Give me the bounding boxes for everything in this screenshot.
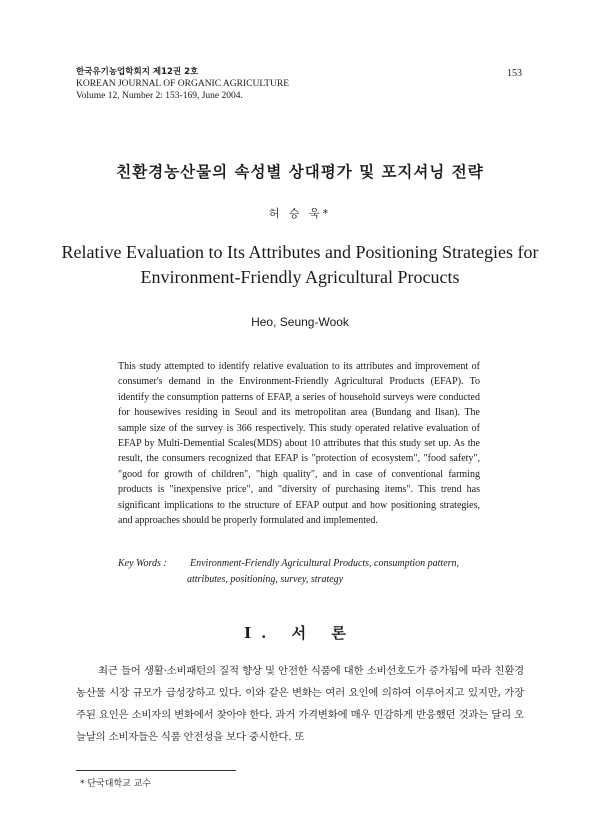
journal-volume-info: Volume 12, Number 2: 153-169, June 2004. bbox=[76, 91, 243, 101]
footnote-divider bbox=[76, 770, 236, 771]
korean-title: 친환경농산물의 속성별 상대평가 및 포지셔닝 전략 bbox=[116, 162, 484, 181]
keywords bbox=[118, 556, 498, 588]
english-title-line-2: Environment-Friendly Agricultural Procucts bbox=[140, 267, 460, 287]
section-heading: I. 서 론 bbox=[244, 624, 356, 642]
korean-author: 허 승 욱* bbox=[268, 207, 332, 220]
english-title-line-1: Relative Evaluation to Its Attributes and Positioning Strategies for bbox=[61, 242, 539, 262]
english-title bbox=[40, 240, 560, 290]
journal-title-korean: 한국유기농업학회지 제12권 2호 bbox=[76, 67, 199, 77]
page-number: 153 bbox=[507, 68, 522, 79]
keywords-label: Key Words : bbox=[118, 558, 167, 569]
abstract: This study attempted to identify relative evaluation to its attributes and improvement of consumer's demand in the Environment-Friendly Agricultural Products (EFAP). To identify the consumption patterns of EFAP, a series of household surveys were conducted for housewives residing in Seoul and its metropolitan area (Bundang and Ilsan). The sample size of the survey is 366 respectively. This study operated relative evaluation of EFAP by Multi-Demential Scales(MDS) about 10 attributes that this study set up. As the result, the consumers recognized that EFAP is "protection of ecosystem", "food safety", "good for growth of children", "high quality", and in case of conventional farming products is "inexpensive price", and "diversity of purchasing items". This trend has significant implications to the structure of EFAP output and how positioning strategies, and approaches should be properly formulated and implemented. bbox=[118, 361, 480, 527]
english-author: Heo, Seung-Wook bbox=[251, 315, 349, 329]
journal-title-english: KOREAN JOURNAL OF ORGANIC AGRICULTURE bbox=[76, 79, 290, 89]
journal-header bbox=[76, 66, 516, 102]
body-paragraph: 최근 들어 생활·소비패턴의 질적 향상 및 안전한 식품에 대한 소비선호도가 증가됨에 따라 친환경농산물 시장 규모가 급성장하고 있다. 이와 같은 변화는 여러 요인에 의하여 이루어지고 있지만, 가장 주된 요인은 소비자의 변화에서 찾아야 한다. 과거 가격변화에 매우 민감하게 반응했던 것과는 달리 오늘날의 소비자들은 식품 안전성을 보다 중시한다. 또 bbox=[76, 665, 524, 743]
keywords-line-2: attributes, positioning, survey, strategy bbox=[187, 574, 344, 585]
footnote: * 단국대학교 교수 bbox=[80, 779, 152, 789]
keywords-line-1: Environment-Friendly Agricultural Products, consumption pattern, bbox=[190, 558, 460, 569]
